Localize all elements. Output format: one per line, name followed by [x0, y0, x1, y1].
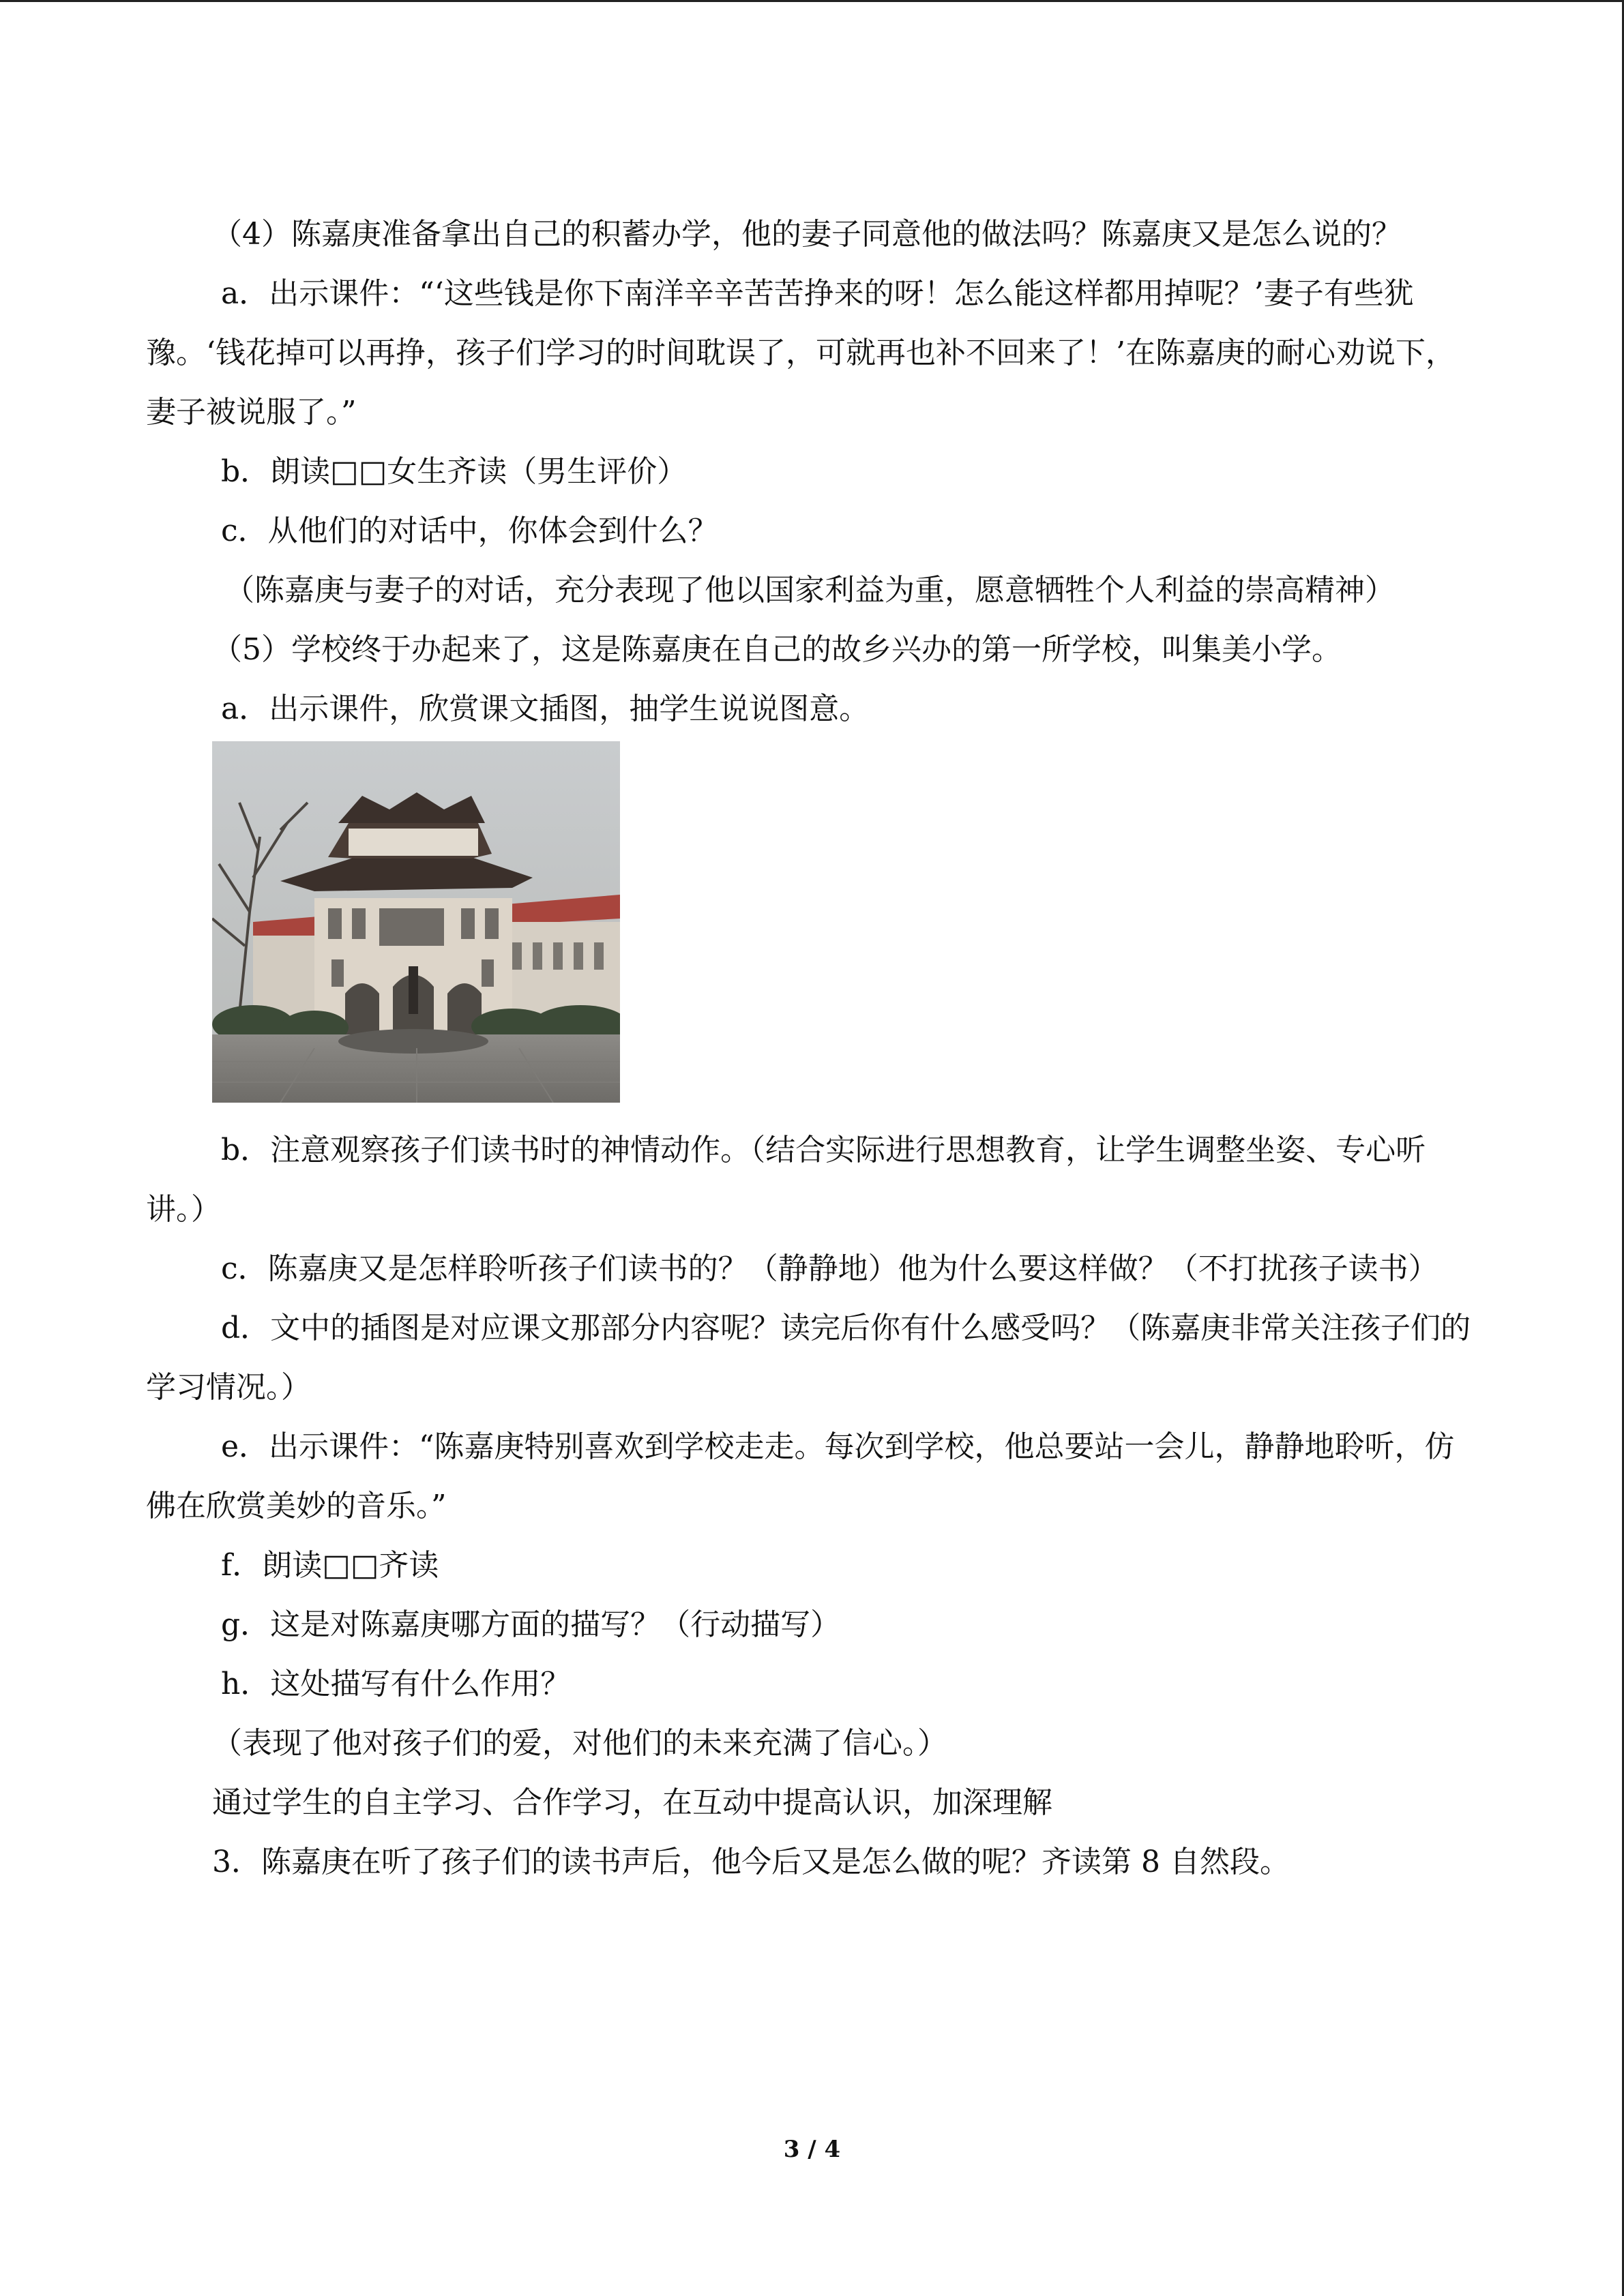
paragraph-item-c-listen: c．陈嘉庚又是怎样聆听孩子们读书的？（静静地）他为什么要这样做？（不打扰孩子读书）: [221, 1251, 1438, 1286]
paragraph-question-4: （4）陈嘉庚准备拿出自己的积蓄办学，他的妻子同意他的做法吗？陈嘉庚又是怎么说的？: [212, 217, 1402, 252]
paragraph-summary: 通过学生的自主学习、合作学习，在互动中提高认识，加深理解: [212, 1785, 1052, 1820]
page-number: 3 / 4: [783, 2136, 841, 2163]
paragraph-item-h-purpose: h．这处描写有什么作用？: [221, 1667, 571, 1701]
paragraph-item-d-illustration: d．文中的插图是对应课文那部分内容呢？读完后你有什么感受吗？（陈嘉庚非常关注孩子们的学习情况。）: [146, 1311, 1471, 1405]
paragraph-item-a-illustration: a．出示课件，欣赏课文插图，抽学生说说图意。: [221, 691, 870, 726]
paragraph-question-5: （5）学校终于办起来了，这是陈嘉庚在自己的故乡兴办的第一所学校，叫集美小学。: [212, 632, 1342, 667]
paragraph-item-f-reading: f．朗读□□齐读: [221, 1548, 439, 1583]
illustration-container: [146, 739, 1483, 1120]
paragraph-item-e-courseware: e．出示课件：“陈嘉庚特别喜欢到学校走走。每次到学校，他总要站一会儿，静静地聆听，仿佛在欣赏美妙的音乐。”: [146, 1429, 1455, 1523]
school-building-photo: [212, 741, 620, 1103]
paragraph-item-a-courseware: a．出示课件：“‘这些钱是你下南洋辛辛苦苦挣来的呀！怎么能这样都用掉呢？’妻子有些犹豫。‘钱花掉可以再挣，孩子们学习的时间耽误了，可就再也补不回来了！’在陈嘉庚的耐心劝说下，妻子被说服了。”: [146, 276, 1456, 430]
paragraph-answer-dialogue: （陈嘉庚与妻子的对话，充分表现了他以国家利益为重，愿意牺牲个人利益的崇高精神）: [224, 573, 1395, 608]
paragraph-item-g-description: g．这是对陈嘉庚哪方面的描写？（行动描写）: [221, 1607, 841, 1642]
paragraph-answer-love: （表现了他对孩子们的爱，对他们的未来充满了信心。）: [212, 1726, 947, 1761]
paragraph-item-b-reading: b．朗读□□女生齐读（男生评价）: [221, 454, 688, 489]
page-border-top: [0, 0, 1624, 2]
paragraph-item-c-dialogue: c．从他们的对话中，你体会到什么？: [221, 513, 718, 548]
paragraph-step-3: 3．陈嘉庚在听了孩子们的读书声后，他今后又是怎么做的呢？齐读第 8 自然段。: [212, 1845, 1290, 1879]
page-content: [146, 205, 1483, 1892]
paragraph-item-b-observe: b．注意观察孩子们读书时的神情动作。（结合实际进行思想教育，让学生调整坐姿、专心听讲。）: [146, 1133, 1426, 1227]
